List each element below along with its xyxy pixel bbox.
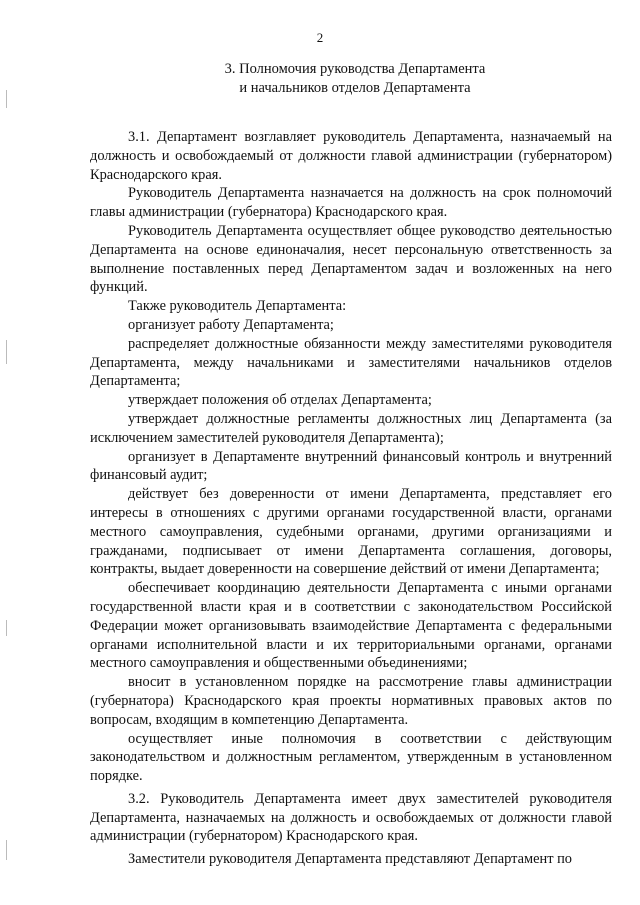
section-heading [130,60,580,98]
paragraph: Также руководитель Департамента: [128,298,347,315]
margin-binding-marks [6,80,10,880]
paragraph: осуществляет иные полномочия в соответствии с действующим законодательством и должностным регламентом, утвержденным в установленном порядке. [90,730,612,785]
paragraph: 3.2. Руководитель Департамента имеет двух заместителей руководителя Департамента, назначаемых на должность и освобождаемых от должности главой администрации (губернатором) Краснодарского края. [90,790,612,845]
paragraph: 3.1. Департамент возглавляет руководитель Департамента, назначаемый на должность и освобождаемый от должности главой администрации (губернатором) Краснодарского края. [90,129,612,183]
section-heading-line-2: и начальников отделов Департамента [239,80,471,96]
paragraph: Руководитель Департамента назначается на должность на срок полномочий главы администрации (губернатора) Краснодарского края. [90,185,612,221]
page-number: 2 [316,30,324,45]
paragraph: распределяет должностные обязанности между заместителями руководителя Департамента, между начальниками и заместителями начальников отделов Департамента; [90,335,612,390]
paragraph: вносит в установленном порядке на рассмотрение главы администрации (губернатора) Краснодарского края проекты нормативных правовых актов по вопросам, входящим в компетенцию Департамента. [90,674,612,728]
document-body [90,128,612,869]
paragraph: Руководитель Департамента осуществляет общее руководство деятельностью Департамента на основе единоначалия, несет персональную ответственность за выполнение поставленных перед Департаментом задач и возложенных на него функций. [90,222,612,296]
paragraph: организует работу Департамента; [128,316,334,333]
paragraph: действует без доверенности от имени Департамента, представляет его интересы в отношениях с другими органами государственной власти, органами местного самоуправления, судебными органами, другими организациями и гражданами, подписывает от имени Департамента соглашения, договоры, контракты, выдает доверенности на совершение действий от имени Департамента; [90,486,612,578]
paragraph: обеспечивает координацию деятельности Департамента с иными органами государственной власти края и в соответствии с законодательством Российской Федерации может организовывать взаимодействие Департамента с федеральными органами исполнительной власти и их территориальными органами, органами местного самоуправления и общественными объединениями; [90,580,612,672]
paragraph: утверждает должностные регламенты должностных лиц Департамента (за исключением заместителей руководителя Департамента); [90,410,612,446]
paragraph: утверждает положения об отделах Департамента; [128,392,432,409]
section-heading-line-1: 3. Полномочия руководства Департамента [224,61,486,77]
paragraph: организует в Департаменте внутренний финансовый контроль и внутренний финансовый аудит; [90,448,612,484]
paragraph: Заместители руководителя Департамента представляют Департамент по [128,851,572,868]
